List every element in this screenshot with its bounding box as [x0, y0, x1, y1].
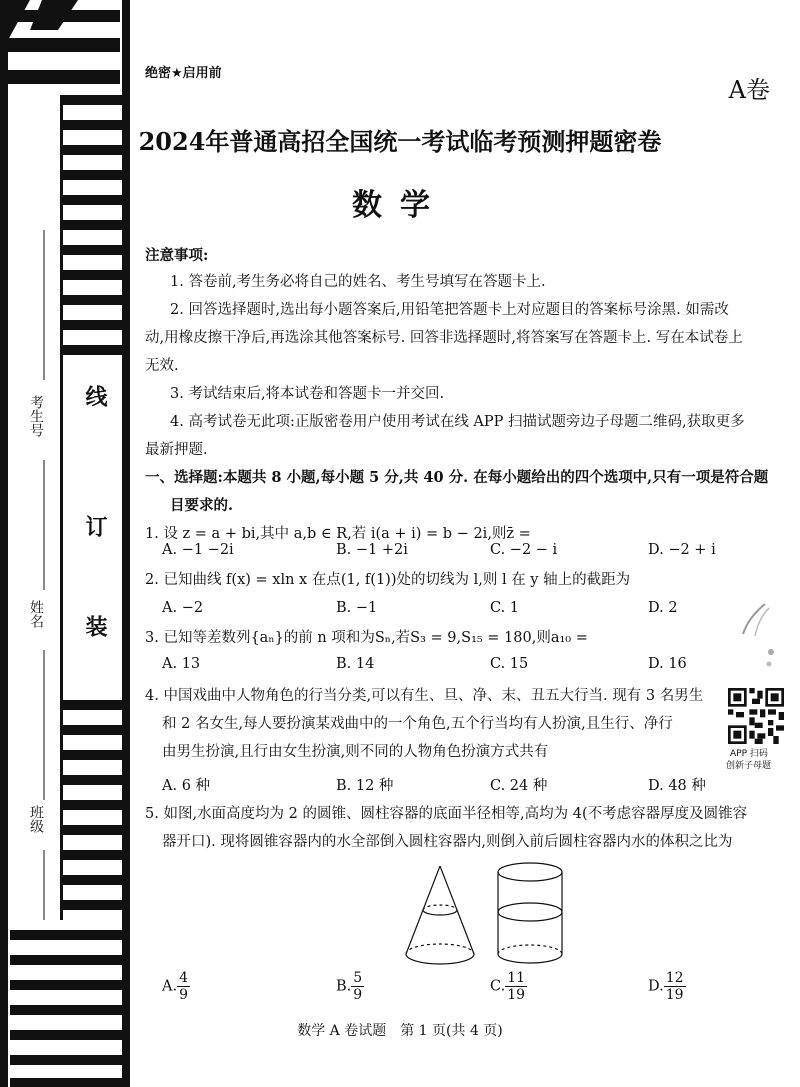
note-item: 3. 考试结束后,将本试卷和答题卡一并交回.	[170, 386, 445, 402]
question-stem: 4. 中国戏曲中人物角色的行当分类,可以有生、旦、净、末、丑五大行当. 现有 3 名男生	[145, 688, 704, 704]
question-stem-cont: 和 2 名女生,每人要扮演某戏曲中的一个角色,五个行当均有人扮演,且生行、净行	[162, 716, 673, 732]
option-d[interactable]: D. 2	[648, 600, 678, 616]
numerator: 11	[507, 970, 526, 986]
denominator: 9	[353, 987, 363, 1003]
note-item: 4. 高考试卷无此项:正版密卷用户使用考试在线 APP 扫描试题旁边子母题二维码,获取更多	[170, 414, 745, 430]
question-stem-cont: 由男生扮演,且行由女生扮演,则不同的人物角色扮演方式共有	[162, 744, 549, 760]
class-label: 班级	[28, 805, 44, 833]
option-c[interactable]: C. −2 − i	[490, 542, 558, 558]
option-a[interactable]: A. −2	[162, 600, 204, 616]
cone-cylinder-figure	[400, 860, 580, 970]
exam-title: 2024年普通高招全国统一考试临考预测押题密卷	[138, 127, 662, 156]
question-stem: 5. 如图,水面高度均为 2 的圆锥、圆柱容器的底面半径相等,高均为 4(不考虑容器厚度及圆锥容	[145, 806, 748, 822]
denominator: 19	[665, 987, 684, 1003]
denominator: 9	[179, 987, 189, 1003]
numerator: 5	[353, 970, 363, 986]
option-c[interactable]	[490, 970, 527, 1003]
option-a[interactable]: A. −1 −2i	[162, 542, 234, 558]
pencil-smudge	[735, 600, 775, 670]
page-footer: 数学 A 卷试题 第 1 页(共 4 页)	[297, 1023, 503, 1039]
option-d[interactable]: D. 48 种	[648, 778, 706, 794]
secret-label: 绝密★启用前	[145, 66, 222, 81]
numerator: 4	[179, 970, 189, 986]
binding-line-char: 线	[82, 385, 108, 407]
binding-ding-char: 订	[82, 515, 108, 537]
exam-no-label: 考生号	[28, 395, 44, 437]
name-label: 姓名	[28, 600, 44, 628]
qr-caption-2: 创新子母题	[726, 761, 772, 771]
fraction	[505, 970, 527, 1003]
option-b[interactable]: B. 12 种	[336, 778, 394, 794]
section-heading: 一、选择题:本题共 8 小题,每小题 5 分,共 40 分. 在每小题给出的四个选项中,只有一项是符合题	[145, 469, 769, 486]
cone-diagram	[406, 866, 474, 964]
cylinder-diagram	[498, 863, 562, 963]
question-stem: 3. 已知等差数列{aₙ}的前 n 项和为Sₙ,若S₃ = 9,S₁₅ = 180,则a₁₀ =	[145, 630, 588, 646]
note-item: 最新押题.	[145, 442, 208, 458]
question-stem-cont: 器开口). 现将圆锥容器内的水全部倒入圆柱容器内,则倒入前后圆柱容器内水的体积之比为	[162, 834, 733, 850]
option-d[interactable]: D. −2 + i	[648, 542, 716, 558]
option-d[interactable]: D. 16	[648, 656, 687, 672]
option-b[interactable]: B. −1	[336, 600, 378, 616]
paper-type: A卷	[728, 76, 770, 104]
option-b[interactable]: B. 14	[336, 656, 375, 672]
numerator: 12	[665, 970, 684, 986]
question-stem: 1. 设 z = a + bi,其中 a,b ∈ R,若 i(a + i) = b − 2i,则z̄ =	[145, 526, 531, 542]
option-d[interactable]	[648, 970, 686, 1003]
option-b[interactable]: B. −1 +2i	[336, 542, 408, 558]
fraction	[177, 970, 190, 1003]
note-item: 动,用橡皮擦干净后,再选涂其他答案标号. 回答非选择题时,将答案写在答题卡上. 写在本试卷上	[145, 330, 743, 346]
option-c[interactable]: C. 15	[490, 656, 529, 672]
option-a[interactable]: A. 13	[162, 656, 201, 672]
option-c[interactable]: C. 1	[490, 600, 520, 616]
option-a[interactable]	[162, 970, 190, 1003]
notes-heading: 注意事项:	[145, 247, 209, 264]
note-item: 无效.	[145, 358, 179, 374]
option-b[interactable]	[336, 970, 364, 1003]
fraction	[664, 970, 686, 1003]
question-stem: 2. 已知曲线 f(x) = xln x 在点(1, f(1))处的切线为 l,则 l 在 y 轴上的截距为	[145, 572, 631, 588]
option-letter: B.	[336, 978, 352, 995]
option-letter: A.	[162, 978, 178, 995]
option-letter: D.	[648, 978, 664, 995]
subject-title: 数学	[352, 188, 448, 223]
qr-caption-1: APP 扫码	[730, 749, 768, 759]
option-c[interactable]: C. 24 种	[490, 778, 548, 794]
note-item: 2. 回答选择题时,选出每小题答案后,用铅笔把答题卡上对应题目的答案标号涂黑. 如需改	[170, 302, 729, 318]
binding-margin	[0, 0, 140, 1087]
section-heading-cont: 目要求的.	[170, 497, 234, 514]
binding-zhuang-char: 装	[82, 615, 108, 637]
denominator: 19	[507, 987, 526, 1003]
fraction	[351, 970, 364, 1003]
option-a[interactable]: A. 6 种	[162, 778, 211, 794]
qr-code[interactable]	[728, 688, 784, 744]
option-letter: C.	[490, 978, 506, 995]
note-item: 1. 答卷前,考生务必将自己的姓名、考生号填写在答题卡上.	[170, 274, 546, 290]
